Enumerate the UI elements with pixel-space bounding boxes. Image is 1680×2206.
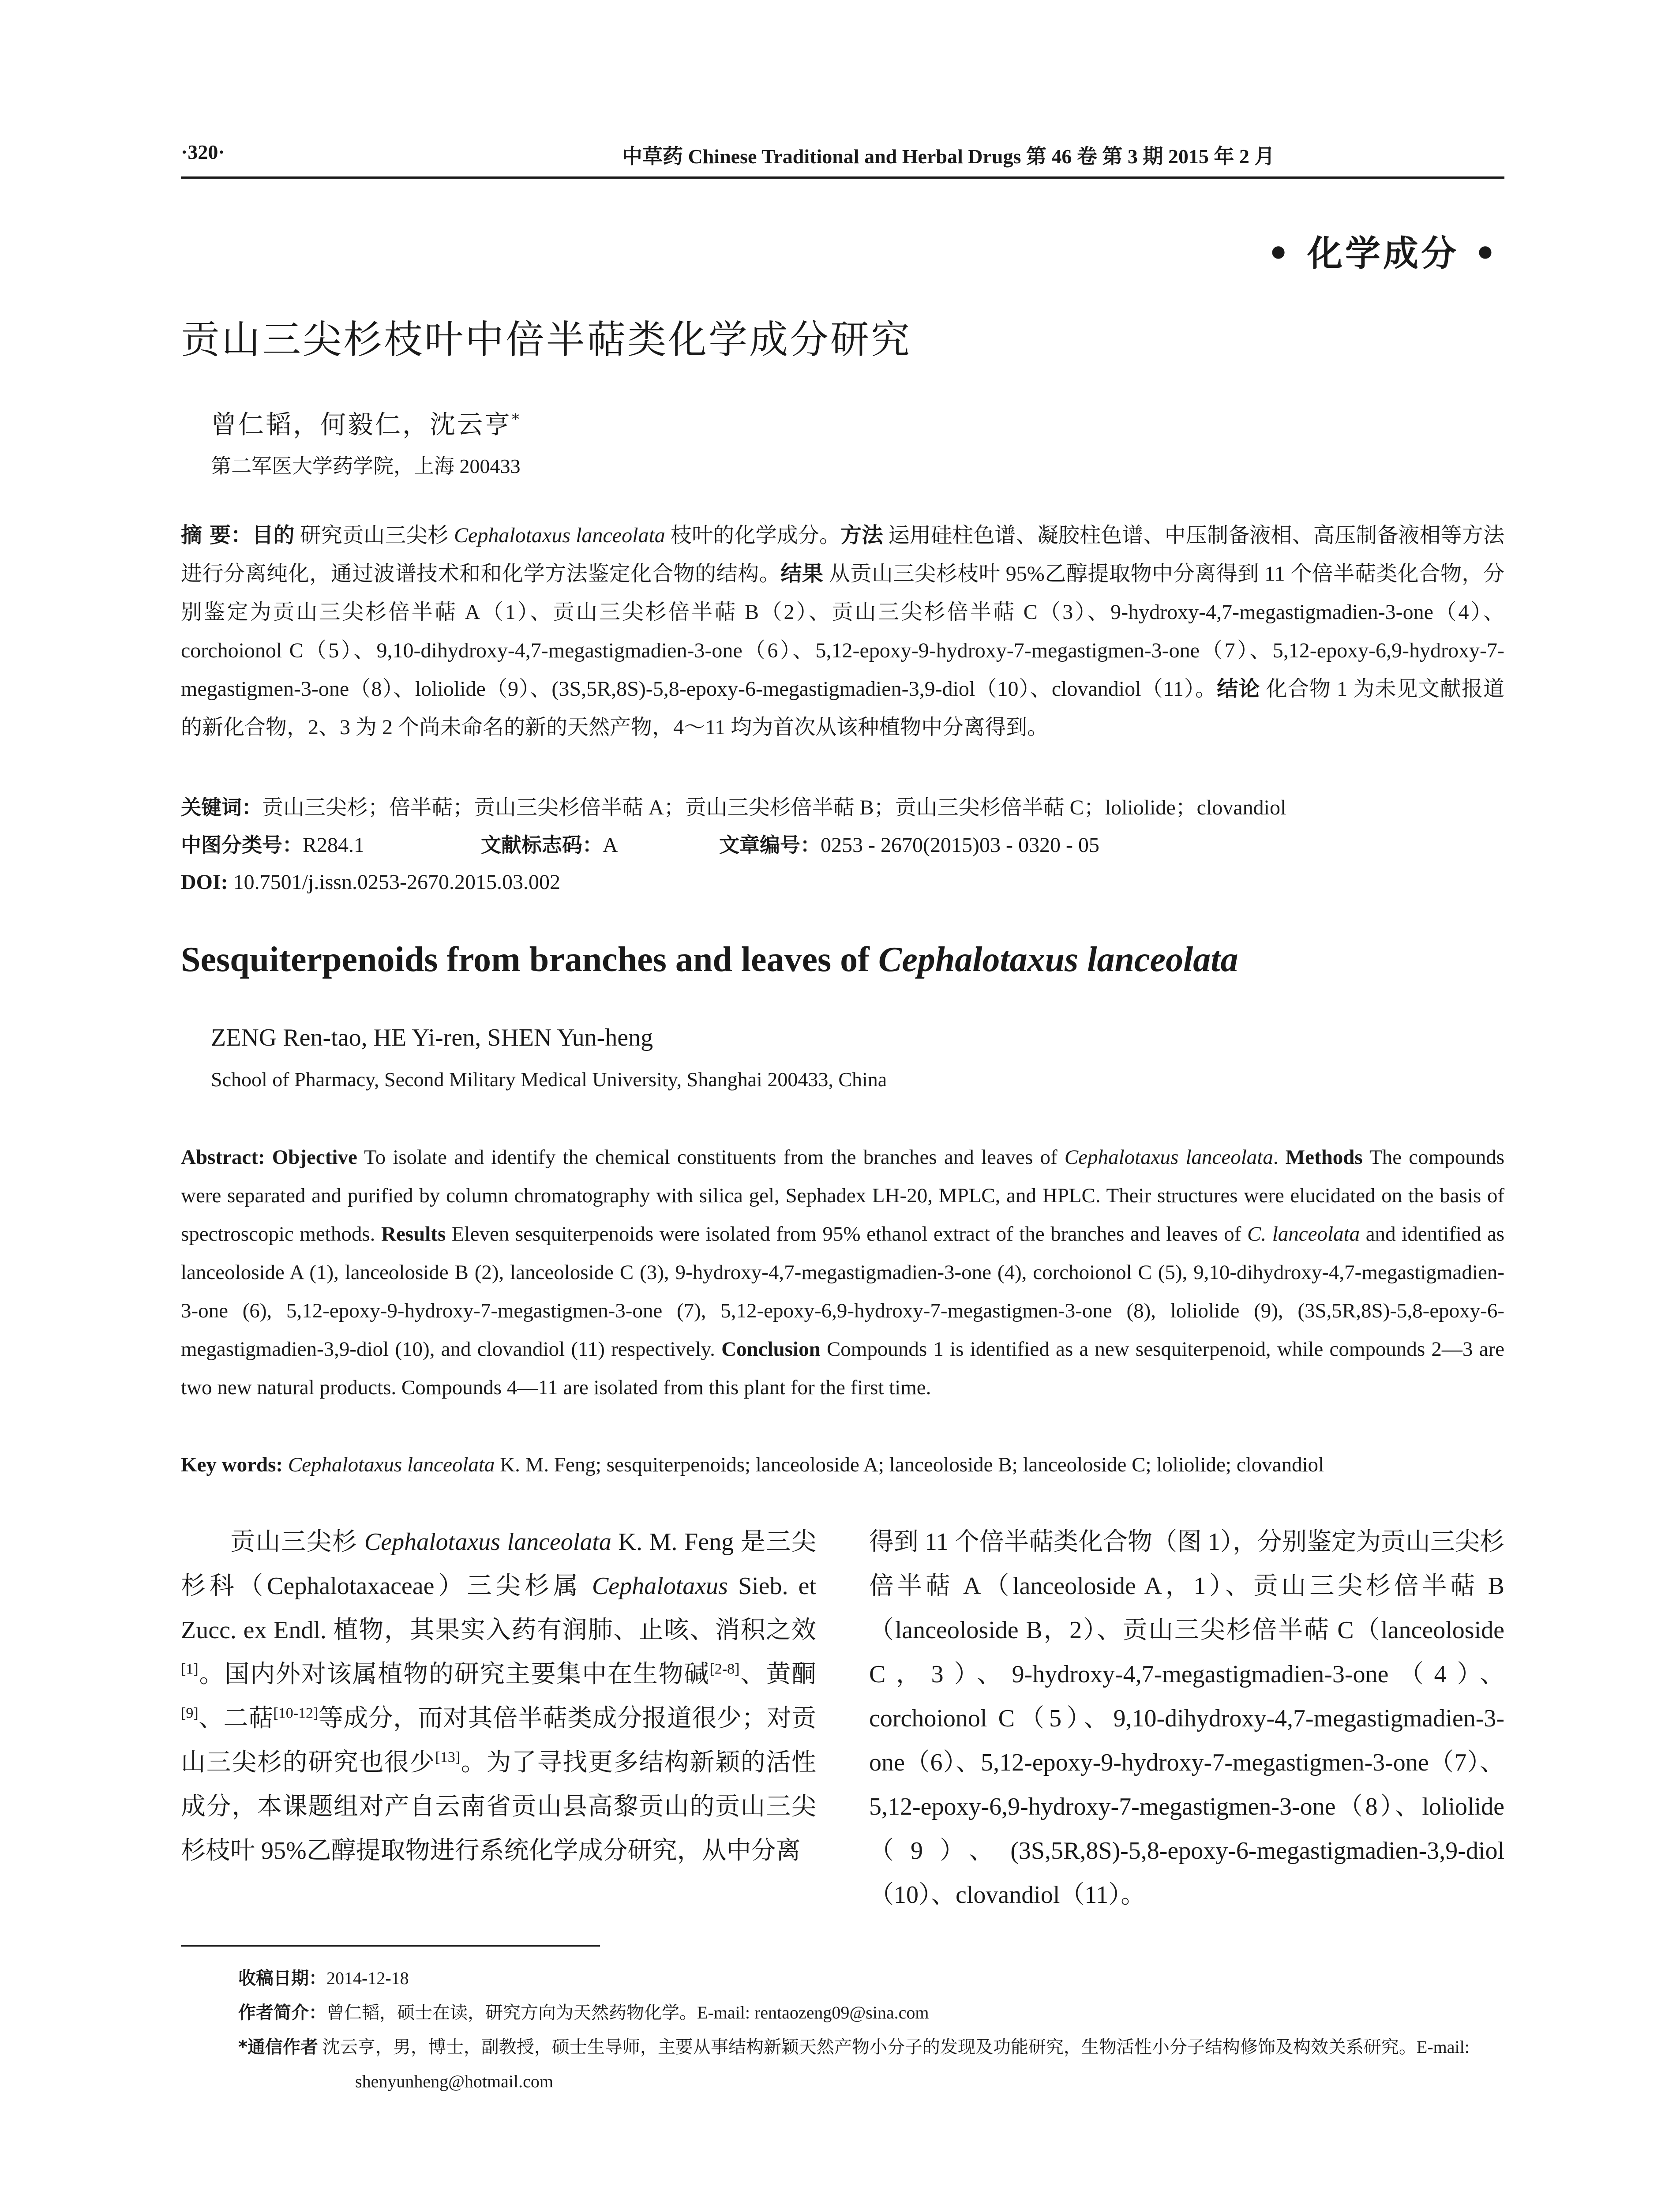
corresponding-text: 沈云亨，男，博士，副教授，硕士生导师，主要从事结构新颖天然产物小分子的发现及功能研究，生物活性小分子结构修饰及构效关系研究。E-mail: shenyunheng@hotmail.com: [318, 2037, 1470, 2091]
conclusion-text: 化合物 1 为未见文献报道的新化合物，2、3 为 2 个尚未命名的新的天然产物，4～11 均为首次从该种植物中分离得到。: [181, 677, 1504, 739]
doi-line: [181, 865, 1504, 900]
objective-label: 目的: [252, 523, 295, 548]
body-left-column: [181, 1520, 816, 1873]
keywords-label: 关键词：: [181, 795, 262, 819]
corresponding-label: *通信作者: [238, 2037, 318, 2057]
body-text: 。为了寻找更多结构新颖的活性成分，本课题组对产自云南省贡山县高黎贡山的贡山三尖杉枝叶 95%乙醇提取物进行系统化学成分研究，从中分离: [181, 1749, 817, 1865]
species-name: Cephalotaxus lanceolata: [1064, 1146, 1273, 1169]
keywords-text: 贡山三尖杉；倍半萜；贡山三尖杉倍半萜 A；贡山三尖杉倍半萜 B；贡山三尖杉倍半萜 C；loliolide；clovandiol: [262, 796, 1286, 819]
clc-label: 中图分类号：: [181, 833, 303, 857]
footnote-author-bio: [181, 1996, 1504, 2030]
bio-label: 作者简介：: [238, 2003, 326, 2023]
corresponding-mark: *: [512, 410, 521, 428]
footnote-corresponding: [181, 2030, 1504, 2099]
citation: [1]: [181, 1661, 199, 1677]
results-label: Results: [381, 1223, 446, 1246]
body-text: 等成分，而对其倍半萜类成分报道很少；对贡山三尖杉的研究也很少: [181, 1705, 817, 1776]
article-number-value: 0253 - 2670(2015)03 - 0320 - 05: [821, 833, 1099, 857]
methods-label: Methods: [1285, 1146, 1363, 1169]
section-tag: • 化学成分 •: [1267, 233, 1499, 274]
methods-text: 运用硅柱色谱、凝胶柱色谱、中压制备液相、高压制备液相等方法进行分离纯化，通过波谱技术和和化学方法鉴定化合物的结构。: [181, 524, 1504, 585]
keywords-text: K. M. Feng; sesquiterpenoids; lanceoloside A; lanceoloside B; lanceoloside C; loliolide; clovandiol: [495, 1453, 1324, 1476]
results-label: 结果: [780, 561, 824, 586]
english-title-text: Sesquiterpenoids from branches and leaves of: [181, 940, 878, 979]
body-text: K. M. Feng 是三尖杉科（Cephalotaxaceae）三尖杉属: [181, 1528, 817, 1600]
body-text: 贡山三尖杉: [230, 1528, 364, 1556]
abstract-objective-label: Abstract: Objective: [181, 1146, 357, 1169]
methods-text: The compounds were separated and purified by column chromatography with silica gel, Sephadex LH-20, MPLC, and HPLC. Their structures were elucidated on the basis of spectroscopic methods.: [181, 1146, 1504, 1246]
page-number: ·320·: [181, 141, 225, 163]
author-names: 曾仁韬，何毅仁，沈云亨: [211, 409, 512, 439]
conclusion-label: Conclusion: [721, 1338, 821, 1361]
genus-name: Cephalotaxus: [592, 1572, 728, 1600]
english-keywords: [181, 1447, 1504, 1482]
methods-label: 方法: [840, 523, 883, 548]
footnote-received: [181, 1961, 1504, 1996]
doccode-value: A: [603, 833, 618, 857]
received-date: 2014-12-18: [326, 1968, 409, 1988]
chinese-title: 贡山三尖杉枝叶中倍半萜类化学成分研究: [181, 317, 912, 362]
chinese-affiliation: 第二军医大学药学院，上海 200433: [211, 455, 521, 477]
header-rule: [181, 176, 1504, 179]
english-title-species: Cephalotaxus lanceolata: [878, 940, 1238, 979]
citation: [9]: [181, 1705, 199, 1722]
citation: [13]: [435, 1749, 461, 1766]
results-text: 从贡山三尖杉枝叶 95%乙醇提取物中分离得到 11 个倍半萜类化合物，分别鉴定为贡山三尖杉倍半萜 A（1）、贡山三尖杉倍半萜 B（2）、贡山三尖杉倍半萜 C（3）、9-hydroxy-4,7-megastigmadien-3-one（4）、corchoionol C（5）、9,10-dihydroxy-4,7-megastigmadien-3-one（6）、5,12-epoxy-9-hydroxy-7-megastigmen-3-one（7）、5,12-epoxy-6,9-hydroxy-7-megastigmen-3-one（8）、loliolide（9）、(3S,5R,8S)-5,8-epoxy-6-megastigmadien-3,9-diol（10）、clovandiol（11）。: [181, 562, 1504, 701]
doi-value: 10.7501/j.issn.0253-2670.2015.03.002: [228, 870, 561, 894]
objective-text-end: 枝叶的化学成分。: [665, 524, 841, 547]
keywords-species: Cephalotaxus lanceolata: [283, 1453, 495, 1476]
classification-line: [181, 827, 1504, 863]
citation: [2-8]: [709, 1661, 740, 1677]
results-text-continued: and identified as lanceoloside A (1), lanceoloside B (2), lanceoloside C (3), 9-hydroxy-4,7-megastigmadien-3-one (4), corchoionol C (5), 9,10-dihydroxy-4,7-megastigmadien-3-one (6), 5,12-epoxy-9-hydroxy-7-megastigmen-3-one (7), 5,12-epoxy-6,9-hydroxy-7-megastigmen-3-one (8), loliolide (9), (3S,5R,8S)-5,8-epoxy-6-megastigmadien-3,9-diol (10), and clovandiol (11) respectively.: [181, 1223, 1505, 1361]
species-name: Cephalotaxus lanceolata: [454, 524, 665, 547]
results-species: C. lanceolata: [1247, 1223, 1360, 1246]
running-header: [181, 140, 1504, 171]
chinese-authors: [211, 404, 521, 441]
objective-end: .: [1273, 1146, 1279, 1169]
body-right-column: 得到 11 个倍半萜类化合物（图 1），分别鉴定为贡山三尖杉倍半萜 A（lanceoloside A，1）、贡山三尖杉倍半萜 B（lanceoloside B，2）、贡山三尖杉倍半萜 C（lanceoloside C，3）、9-hydroxy-4,7-megastigmadien-3-one（4）、corchoionol C（5）、9,10-dihydroxy-4,7-megastigmadien-3-one（6）、5,12-epoxy-9-hydroxy-7-megastigmen-3-one（7）、5,12-epoxy-6,9-hydroxy-7-megastigmen-3-one（8）、loliolide（9）、(3S,5R,8S)-5,8-epoxy-6-megastigmadien-3,9-diol（10）、clovandiol（11）。: [869, 1528, 1504, 1909]
footnote-rule: [181, 1945, 600, 1947]
species-name: Cephalotaxus lanceolata: [364, 1528, 611, 1556]
chinese-abstract: [181, 516, 1504, 747]
citation: [10-12]: [273, 1705, 319, 1722]
english-affiliation: School of Pharmacy, Second Military Medical University, Shanghai 200433, China: [211, 1068, 887, 1091]
keywords-label: Key words:: [181, 1453, 283, 1476]
english-title: [181, 940, 1238, 980]
body-text: 、黄酮: [739, 1661, 817, 1688]
chinese-keywords: [181, 790, 1504, 825]
objective-text: To isolate and identify the chemical constituents from the branches and leaves of: [357, 1146, 1065, 1169]
body-text: Sieb. et Zucc. ex Endl. 植物，其果实入药有润肺、止咳、消积之效: [181, 1572, 816, 1644]
received-label: 收稿日期：: [238, 1968, 326, 1988]
english-authors: ZENG Ren-tao, HE Yi-ren, SHEN Yun-heng: [211, 1024, 653, 1051]
conclusion-label: 结论: [1217, 676, 1260, 701]
objective-text: 研究贡山三尖杉: [294, 524, 454, 547]
journal-header: 中草药 Chinese Traditional and Herbal Drugs 第 46 卷 第 3 期 2015 年 2 月: [622, 145, 1275, 168]
article-number-label: 文章编号：: [719, 833, 821, 857]
abstract-label: 摘 要：: [181, 523, 252, 548]
footnotes: [181, 1961, 1504, 2099]
bio-text: 曾仁韬，硕士在读，研究方向为天然药物化学。E-mail: rentaozeng09@sina.com: [326, 2003, 929, 2022]
doi-label: DOI:: [181, 870, 228, 894]
conclusion-text: Compounds 1 is identified as a new sesquiterpenoid, while compounds 2—3 are two new natural products. Compounds 4—11 are isolated from this plant for the first time.: [181, 1338, 1504, 1399]
body-text: 。国内外对该属植物的研究主要集中在生物碱: [198, 1661, 710, 1688]
doccode-label: 文献标志码：: [481, 833, 603, 857]
clc-value: R284.1: [303, 833, 365, 857]
english-abstract: [181, 1138, 1504, 1407]
results-text: Eleven sesquiterpenoids were isolated from 95% ethanol extract of the branches and leaves of: [446, 1223, 1248, 1246]
body-text: 、二萜: [198, 1705, 274, 1732]
